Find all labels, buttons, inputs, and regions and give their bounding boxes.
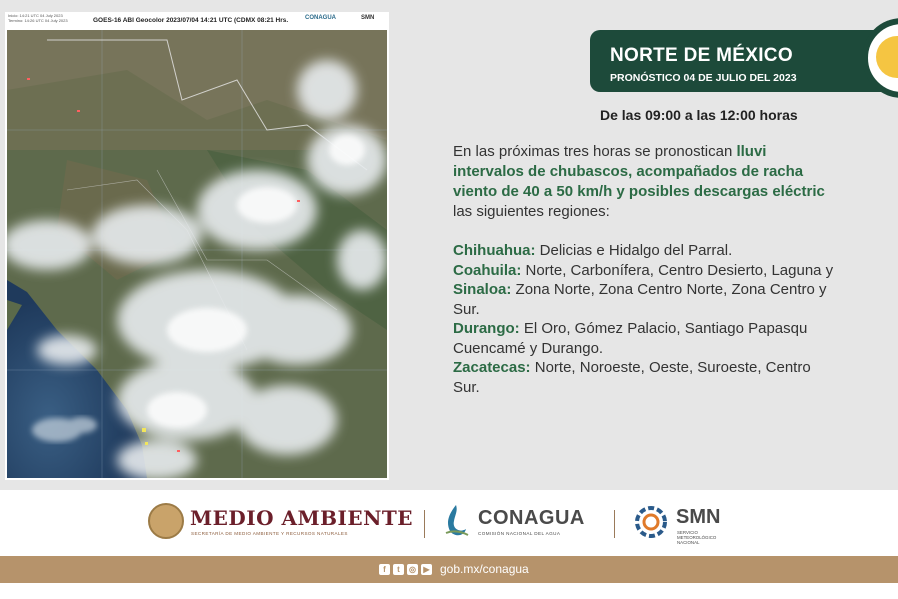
region-row — [453, 339, 898, 359]
region-row — [453, 358, 898, 378]
satellite-time-info: Inicio: 14:21 UTC 04 July 2023 Termino: 14:26 UTC 04 July 2023 — [8, 13, 68, 23]
conagua-subtitle: COMISIÓN NACIONAL DEL AGUA — [478, 531, 561, 536]
bottom-margin — [0, 583, 898, 599]
region-text: El Oro, Gómez Palacio, Santiago Papasqu — [519, 320, 808, 337]
region-text: Zona Norte, Zona Centro Norte, Zona Centro y — [511, 281, 827, 298]
website-link[interactable]: gob.mx/conagua — [440, 562, 529, 576]
regions-list — [453, 241, 898, 397]
medio-ambiente-subtitle: SECRETARÍA DE MEDIO AMBIENTE Y RECURSOS NATURALES — [191, 531, 348, 536]
mexico-emblem-icon — [148, 503, 184, 539]
smn-icon — [633, 504, 669, 540]
satellite-header — [5, 12, 389, 30]
page-title: NORTE DE MÉXICO — [610, 45, 793, 66]
smn-logo: SMN — [676, 506, 721, 528]
region-state: Zacatecas: — [453, 359, 531, 376]
forecast-highlight-1: lluvi — [736, 143, 767, 160]
forecast-line-1: En las próximas tres horas se pronostican — [453, 143, 737, 160]
region-state: Coahuila: — [453, 261, 522, 279]
facebook-icon[interactable]: f — [379, 564, 390, 575]
conagua-logo: CONAGUA — [478, 507, 585, 529]
region-text: Delicias e Hidalgo del Parral. — [535, 242, 733, 259]
region-row — [453, 241, 898, 261]
region-state: Chihuahua: — [453, 242, 536, 259]
region-row — [453, 261, 898, 281]
region-row — [453, 319, 898, 339]
forecast-line-2: intervalos de chubascos, acompañados de racha — [453, 163, 804, 180]
region-row — [453, 378, 898, 398]
region-text: Cuencamé y Durango. — [453, 339, 604, 357]
title-banner — [590, 30, 898, 92]
satellite-conagua-logo: CONAGUA — [305, 15, 336, 21]
forecast-text — [453, 142, 898, 222]
time-range: De las 09:00 a las 12:00 horas — [600, 107, 798, 123]
region-state: Sinaloa: — [453, 281, 512, 298]
forecast-date: PRONÓSTICO 04 DE JULIO DEL 2023 — [610, 72, 797, 84]
satellite-title: GOES-16 ABI Geocolor 2023/07/04 14:21 UTC (CDMX 08:21 Hrs. — [93, 17, 289, 24]
conagua-icon — [442, 503, 470, 539]
footer-bar — [0, 556, 898, 583]
satellite-image-panel — [5, 12, 389, 480]
social-icons — [379, 564, 432, 575]
divider — [424, 510, 425, 538]
region-text: Norte, Carbonífera, Centro Desierto, Laguna y — [521, 261, 834, 279]
satellite-image — [7, 30, 387, 478]
region-state: Durango: — [453, 320, 520, 337]
divider — [614, 510, 615, 538]
region-row — [453, 300, 898, 320]
youtube-icon[interactable]: ▶ — [421, 564, 432, 575]
region-row — [453, 280, 898, 300]
region-text: Sur. — [453, 378, 480, 396]
footer-logos — [0, 490, 898, 556]
region-text: Norte, Noroeste, Oeste, Suroeste, Centro — [530, 359, 811, 376]
satellite-smn-logo: SMN — [361, 15, 375, 21]
instagram-icon[interactable]: ◎ — [407, 564, 418, 575]
forecast-line-3: viento de 40 a 50 km/h y posibles descargas eléctric — [453, 183, 825, 200]
twitter-icon[interactable]: t — [393, 564, 404, 575]
region-text: Sur. — [453, 300, 480, 318]
medio-ambiente-logo: MEDIO AMBIENTE — [190, 506, 414, 530]
smn-subtitle: SERVICIO METEOROLÓGICO NACIONAL — [677, 530, 717, 545]
forecast-line-4: las siguientes regiones: — [453, 203, 610, 220]
